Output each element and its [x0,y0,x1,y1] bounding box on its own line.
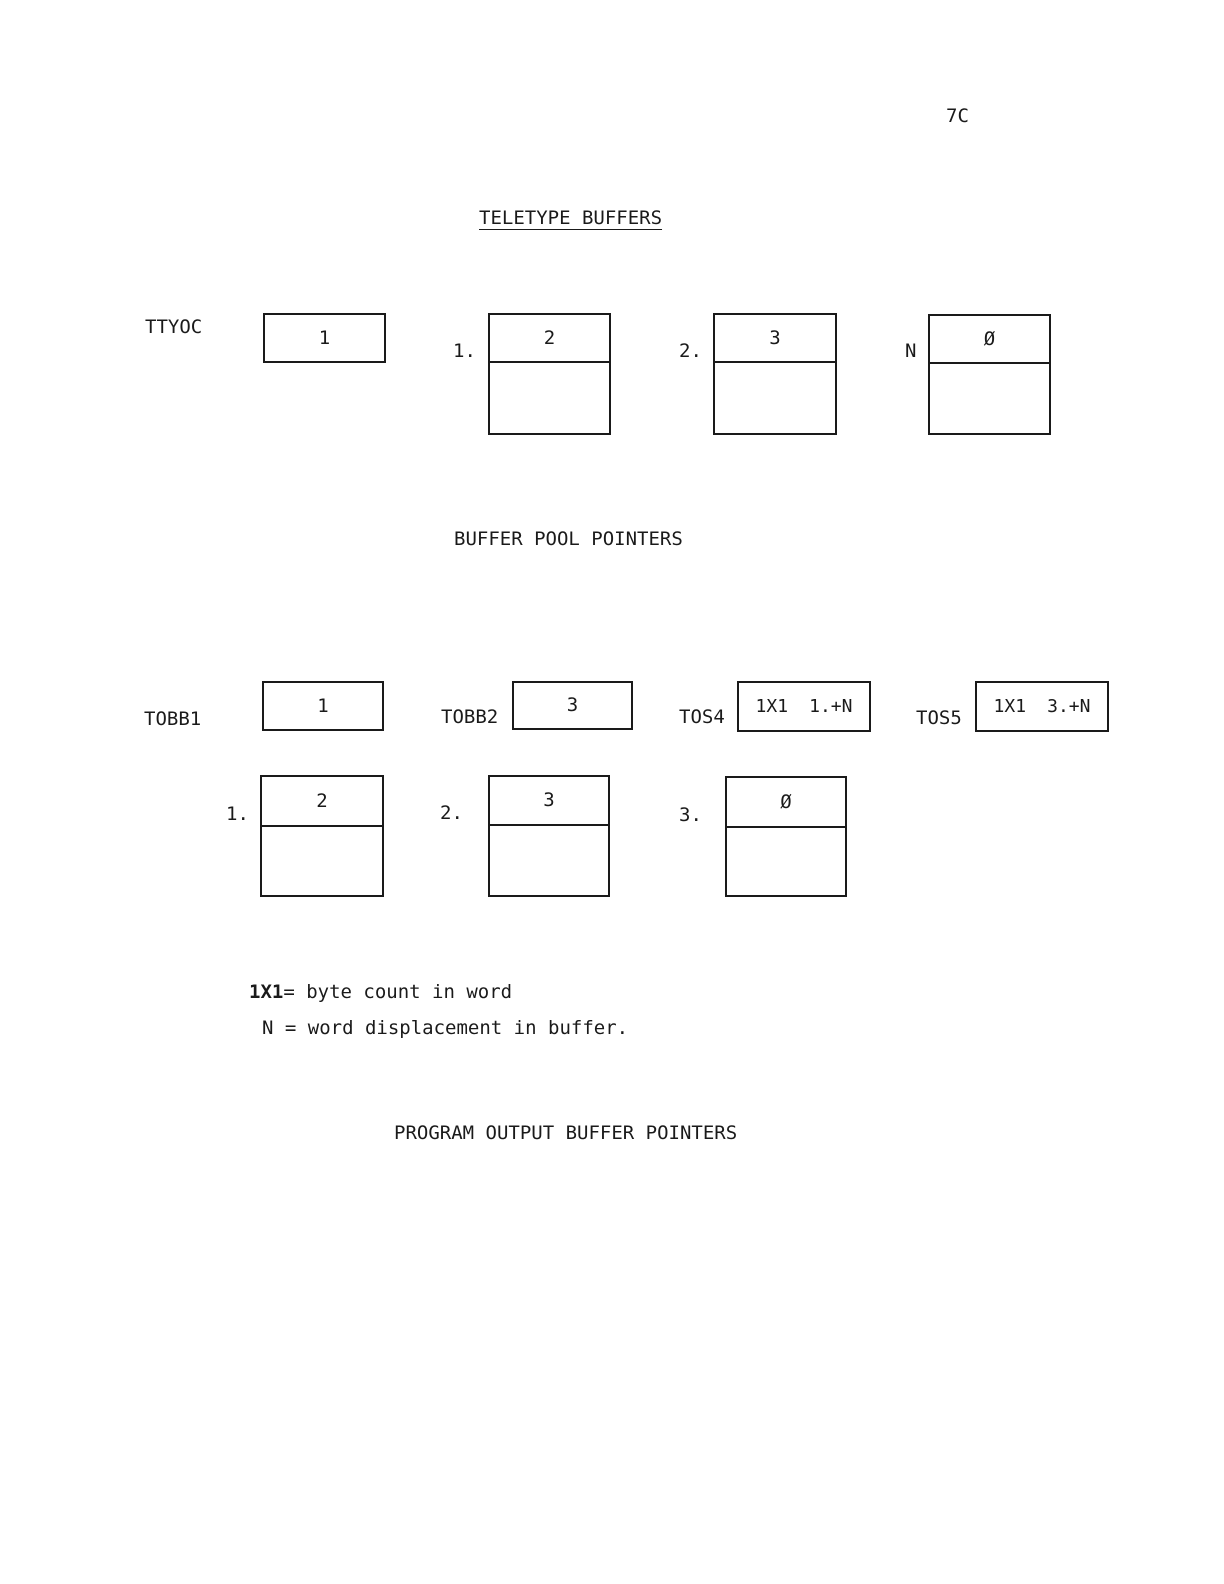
program-buffer-3-label: 3. [679,804,702,826]
program-buffer-2-link: 3 [543,789,555,811]
program-buffer-2-divider [490,824,608,826]
teletype-buffer-1 [488,313,611,435]
legend-text-1: = byte count in word [283,981,513,1003]
tos5-displacement: 3.+N [1047,695,1091,717]
teletype-buffer-2-divider [715,361,835,363]
teletype-buffers-title: TELETYPE BUFFERS [479,207,663,229]
ttyoc-label: TTYOC [145,316,203,338]
teletype-buffer-n-divider [930,362,1049,364]
page-number: 7C [946,105,969,127]
tos4-pointer-box [737,681,871,732]
program-buffer-1-label: 1. [226,803,249,825]
tobb2-pointer-value: 3 [566,694,579,716]
tos4-byte-count: 1X1 [755,695,789,717]
teletype-buffer-n-link: Ø [983,327,996,350]
tobb2-pointer-box [512,681,633,730]
program-buffer-1 [260,775,384,897]
teletype-buffer-1-link: 2 [543,326,556,349]
legend-line-2 [262,1019,628,1038]
legend-key-n: N [262,1017,274,1039]
tos4-displacement: 1.+N [809,695,853,717]
tobb1-pointer-box [262,681,384,731]
tobb1-pointer-value: 1 [317,694,329,717]
teletype-buffer-1-label: 1. [453,340,476,362]
teletype-buffer-1-divider [490,361,609,363]
tobb1-label: TOBB1 [144,708,202,730]
tos5-pointer-box [975,681,1109,732]
program-buffer-2-label: 2. [440,802,463,824]
tos4-pointer-content [739,683,869,730]
tos4-label: TOS4 [679,706,725,728]
ttyoc-pointer-value: 1 [318,326,331,349]
legend-text-2: = word displacement in buffer. [284,1017,629,1039]
legend-line-1 [249,983,512,1002]
program-buffer-1-divider [262,825,382,827]
teletype-buffer-2-link: 3 [769,326,781,349]
program-buffer-2 [488,775,610,897]
tos5-pointer-content [977,683,1107,730]
tos5-byte-count: 1X1 [993,695,1027,717]
program-output-buffer-pointers-title: PROGRAM OUTPUT BUFFER POINTERS [394,1122,738,1144]
teletype-buffer-2 [713,313,837,435]
program-buffer-1-link: 2 [316,789,328,812]
teletype-buffer-n [928,314,1051,435]
buffer-pool-pointers-title: BUFFER POOL POINTERS [454,528,683,550]
ttyoc-pointer-box [263,313,386,363]
program-buffer-3-divider [727,826,845,828]
tobb2-label: TOBB2 [441,706,499,728]
tos5-label: TOS5 [916,707,962,729]
teletype-buffer-n-label: N [905,340,917,362]
program-buffer-3-link: Ø [780,790,792,813]
teletype-buffer-2-label: 2. [679,340,702,362]
program-buffer-3 [725,776,847,897]
legend-key-1x1: 1X1 [249,981,284,1003]
